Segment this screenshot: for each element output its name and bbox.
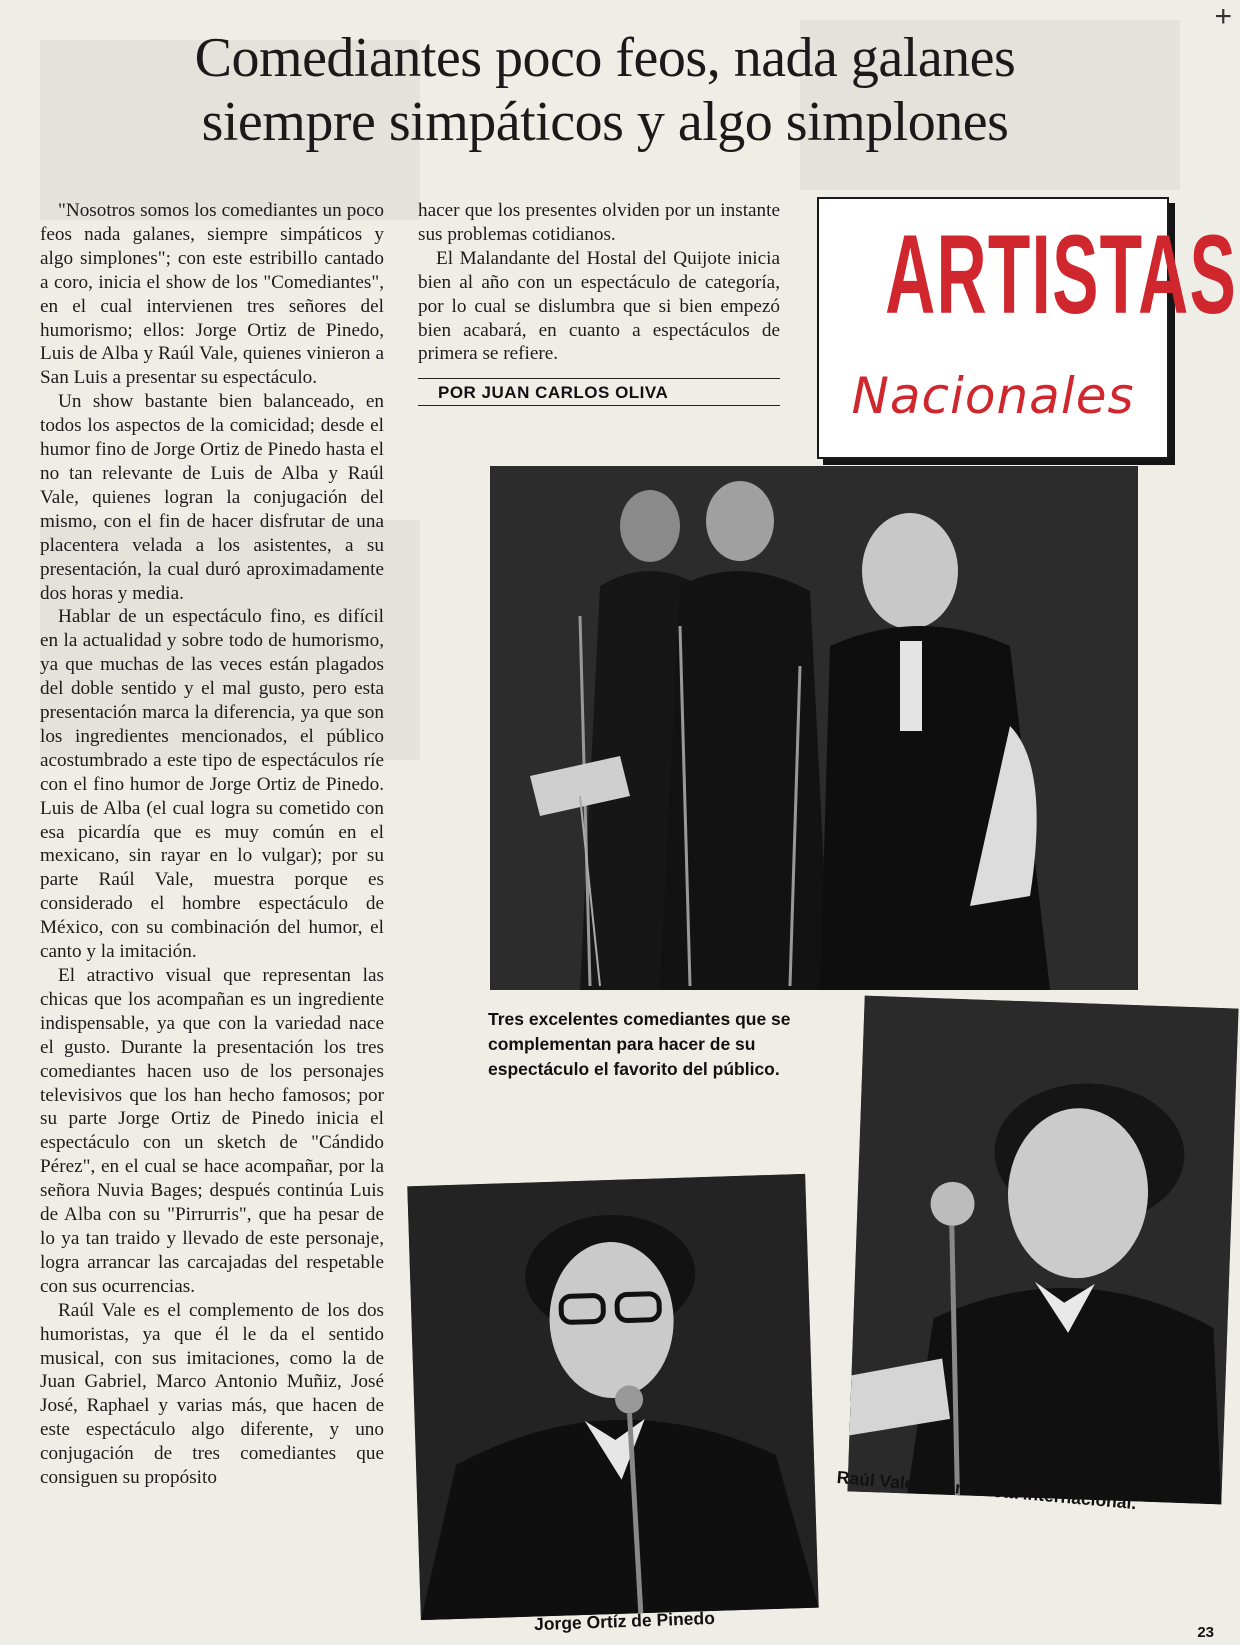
article-paragraph: El atractivo visual que representan las chicas que los acompañan es un ingrediente indispensable, ya que con la variedad nace el gusto. Durante la presentación los tres comediantes hacen uso de los personajes televisivos que los han hecho famosos; por su parte Jorge Ortiz de Pinedo inicia el espectáculo con un sketch de "Cándido Pérez", en el cual se hace acompañar, por la señora Nuvia Bages; después continúa Luis de Alba con su "Pirrurris", que ha pesar de lo ya tan traido y llevado de este personaje, logra arrancar las carcajadas del respetable con sus ocurrencias. [40, 965, 384, 1297]
headline-line-2: siempre simpáticos y algo simplones [201, 91, 1009, 153]
article-paragraph: Un show bastante bien balanceado, en todos los aspectos de la comicidad; desde el humor fino de Jorge Ortiz de Pinedo hasta el no tan relevante de Luis de Alba y Raúl Vale, quienes logran la conjugación del mismo, con el fin de hacer disfrutar de una placentera velada a los asistentes, a su presentación, la cual duró aproximadamente dos horas y media. [40, 391, 384, 604]
byline-divider [418, 405, 780, 406]
photo-jorge-ortiz-de-pinedo [407, 1174, 818, 1620]
headline [40, 26, 1170, 154]
article-paragraph: "Nosotros somos los comediantes un poco feos nada galanes, siempre simpáticos y algo simplones"; con este estribillo cantado a coro, inicia el show de los "Comediantes", en el cual intervienen tres señores del humorismo; ellos: Jorge Ortiz de Pinedo, Luis de Alba y Raúl Vale, quienes vinieron a San Luis a presentar su espectáculo. [40, 200, 384, 389]
article-paragraph: El Malandante del Hostal del Quijote inicia bien al año con un espectáculo de categoría, por lo cual se dislumbra que si bien empezó bien acabará, en cuanto a espectáculos de primera se refiere. [418, 247, 780, 365]
headline-line-1: Comediantes poco feos, nada galanes [194, 27, 1016, 89]
byline-divider [418, 378, 780, 379]
section-title: ARTISTAS [885, 212, 1238, 337]
photo-three-comedians [490, 466, 1138, 990]
photo-three-comedians-illustration [490, 466, 1138, 990]
article-paragraph: Raúl Vale es el complemento de los dos humoristas, ya que él le da el sentido musical, con sus imitaciones, como la de Juan Gabriel, Marco Antonio Muñiz, José José, Raphael y varias más, que hacen de este espectáculo algo diferente, y uno conjugación de tres comediantes que consiguen su propósito [40, 1299, 384, 1489]
section-subtitle: Nacionales [851, 367, 1135, 425]
article-left-column [40, 199, 384, 1490]
crop-mark-icon: + [1214, 0, 1232, 33]
photo-raul-vale-illustration [847, 996, 1238, 1505]
article-paragraph: hacer que los presentes olviden por un instante sus problemas cotidianos. [418, 200, 780, 245]
byline: POR JUAN CARLOS OLIVA [438, 383, 669, 402]
article-middle-column [418, 199, 780, 366]
article-paragraph: Hablar de un espectáculo fino, es difícil en la actualidad y sobre todo de humorismo, ya que muchas de las veces están plagados del doble sentido y el mal gusto, pero esta presentación marca la diferencia, ya que son los ingredientes mencionados, el público acostumbrado a este tipo de espectáculos ríe con el fino humor de Jorge Ortiz de Pinedo. Luis de Alba (el cual logra su cometido con esa picardía que es muy común en el mexicano, sin rayar en lo vulgar); por su parte Raúl Vale, muestra porque es considerado el hombre espectáculo de México, con su combinación del humor, el canto y la imitación. [40, 606, 384, 963]
section-logo-box [817, 197, 1238, 459]
caption-jorge-ortiz-de-pinedo: Jorge Ortíz de Pinedo [533, 1607, 716, 1635]
page-number: 23 [1197, 1624, 1214, 1641]
photo-jorge-illustration [407, 1174, 818, 1620]
caption-raul-vale: Raúl Vale... humorista internacional. [836, 1466, 1138, 1514]
caption-main-photo: Tres excelentes comediantes que se complementan para hacer de su espectáculo el favorito del público. [488, 1009, 791, 1079]
photo-raul-vale [847, 996, 1238, 1505]
